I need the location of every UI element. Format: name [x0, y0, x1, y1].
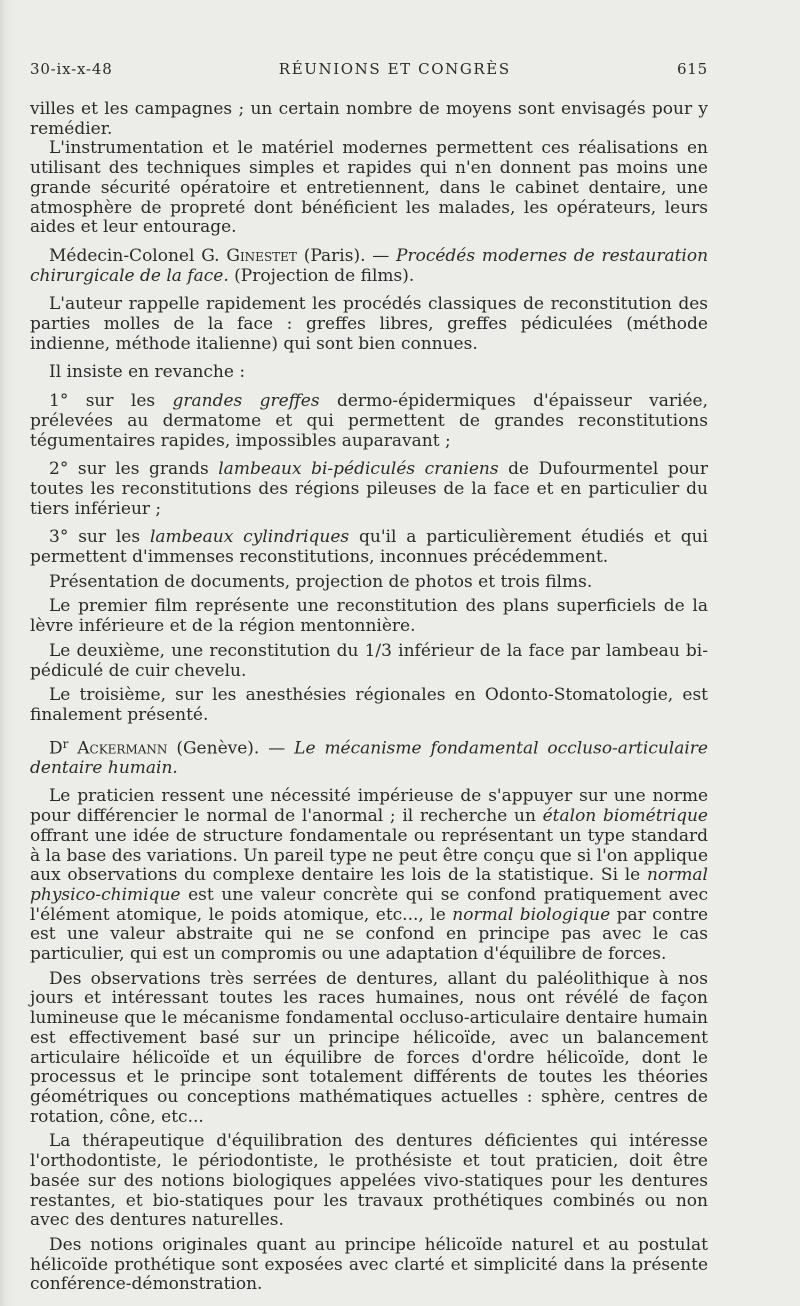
ackermann-name: Ackermann [77, 738, 168, 759]
body-text [30, 100, 708, 1295]
paragraph-presentation: Présentation de documents, projection de photos et trois films. [49, 571, 593, 592]
list-item-1: 1° sur les grandes greffes dermo-épidermiques d'épaisseur variée, prélevées au dermatome et qui permettent de grandes reconstitutions tégumentaires rapides, impossibles auparavant ; [30, 391, 708, 451]
ginestet-talk-title: Procédés modernes de restauration chirurgicale de la face. [30, 245, 709, 286]
paragraph-first-film: Le premier film représente une reconstitution des plans superficiels de la lèvre inférieure et de la région mentonnière. [30, 596, 708, 637]
ackermann-talk-title: Le mécanisme fondamental occluso-articulaire dentaire humain. [30, 738, 708, 778]
paragraph-classic-methods: L'auteur rappelle rapidement les procédés classiques de reconstitution des parties molles de la face : greffes libres, greffes pédiculées (méthode indienne, méthode italienne) qui sont bien connues. [30, 294, 708, 354]
header-title: RÉUNIONS ET CONGRÈS [278, 60, 511, 78]
entry-ackermann-heading: $D^r$ Ackermann (Genève). — Le mécanisme fondamental occluso-articulaire dentaire humain. [30, 736, 708, 778]
paragraph-observations: Des observations très serrées de dentures, allant du paléolithique à nos jours et intéressant toutes les races humaines, nous ont révélé de façon lumineuse que le mécanisme fondamental occluso-articulaire dentaire humain est effectivement basé sur un principe hélicoïde, avec un balancement articulaire hélicoïde et un équilibre de forces d'ordre hélicoïde, dont le processus et le principe sont totalement différents de toutes les théories géométriques ou conceptions mathématiques actuelles : sphère, centres de rotation, cône, etc... [30, 968, 708, 1127]
list-item-3: 3° sur les lambeaux cylindriques qu'il a particulièrement étudiés et qui permettent d'immenses reconstitutions, inconnues précédemment. [30, 527, 708, 568]
entry-ginestet-heading [30, 247, 708, 286]
list-item-2: 2° sur les grands lambeaux bi-pédiculés craniens de Dufourmentel pour toutes les reconstitutions des régions pileuses de la face et en particulier du tiers inférieur ; [30, 459, 709, 519]
running-head [30, 60, 708, 78]
header-date: 30-ix-x-48 [30, 60, 113, 78]
paragraph-norm: Le praticien ressent une nécessité impérieuse de s'appuyer sur une norme pour différencier le normal de l'anormal ; il recherche un étalon biométrique offrant une idée de structure fondamentale ou représentant un type standard à la base des variations. Un pareil type ne peut être conçu que si l'on applique aux observations du complexe dentaire les lois de la statistique. Si le normal physico-chimique est une valeur concrète qui se confond pratiquement avec l'élément atomique, le poids atomique, etc..., le normal biologique par contre est une valeur abstraite qui ne se confond en principe pas avec le cas particulier, qui est un compromis ou une adaptation d'équilibre de forces. [30, 786, 709, 965]
paragraph-second-film: Le deuxième, une reconstitution du 1/3 inférieur de la face par lambeau bi-pédiculé de cuir chevelu. [30, 640, 708, 681]
ackermann-city: (Genève). — [176, 738, 286, 759]
paragraph-continuation: villes et les campagnes ; un certain nombre de moyens sont envisagés pour y remédier. [30, 99, 708, 139]
ginestet-name: Ginestet [226, 245, 297, 266]
page-number: 615 [676, 60, 708, 78]
paragraph-third-film: Le troisième, sur les anesthésies régionales en Odonto-Stomatologie, est finalement présenté. [30, 685, 708, 725]
ginestet-city: (Paris). — [303, 245, 390, 266]
paragraph-conclusion: Des notions originales quant au principe hélicoïde naturel et au postulat hélicoïde prothétique sont exposées avec clarté et simplicité dans la présente conférence-démonstration. [30, 1234, 708, 1295]
ginestet-note: (Projection de films). [234, 265, 415, 286]
paragraph-instrumentation: L'instrumentation et le matériel modernes permettent ces réalisations en utilisant des techniques simples et rapides qui n'en donnent pas moins une grande sécurité opératoire et entretiennent, dans le cabinet dentaire, une atmosphère de propreté dont bénéficient les malades, les opérateurs, leurs aides et leur entourage. [30, 138, 708, 238]
paragraph-therapeutics: La thérapeutique d'équilibration des dentures déficientes qui intéresse l'orthodontiste, le périodontiste, le prothésiste et tout praticien, doit être basée sur des notions biologiques appelées vivo-statiques pour les dentures restantes, et bio-statiques pour les travaux prothétiques combinés ou non avec des dentures naturelles. [30, 1131, 708, 1231]
paragraph-insists: Il insiste en revanche : [49, 362, 246, 383]
ginestet-title: Médecin-Colonel G. [49, 245, 220, 266]
